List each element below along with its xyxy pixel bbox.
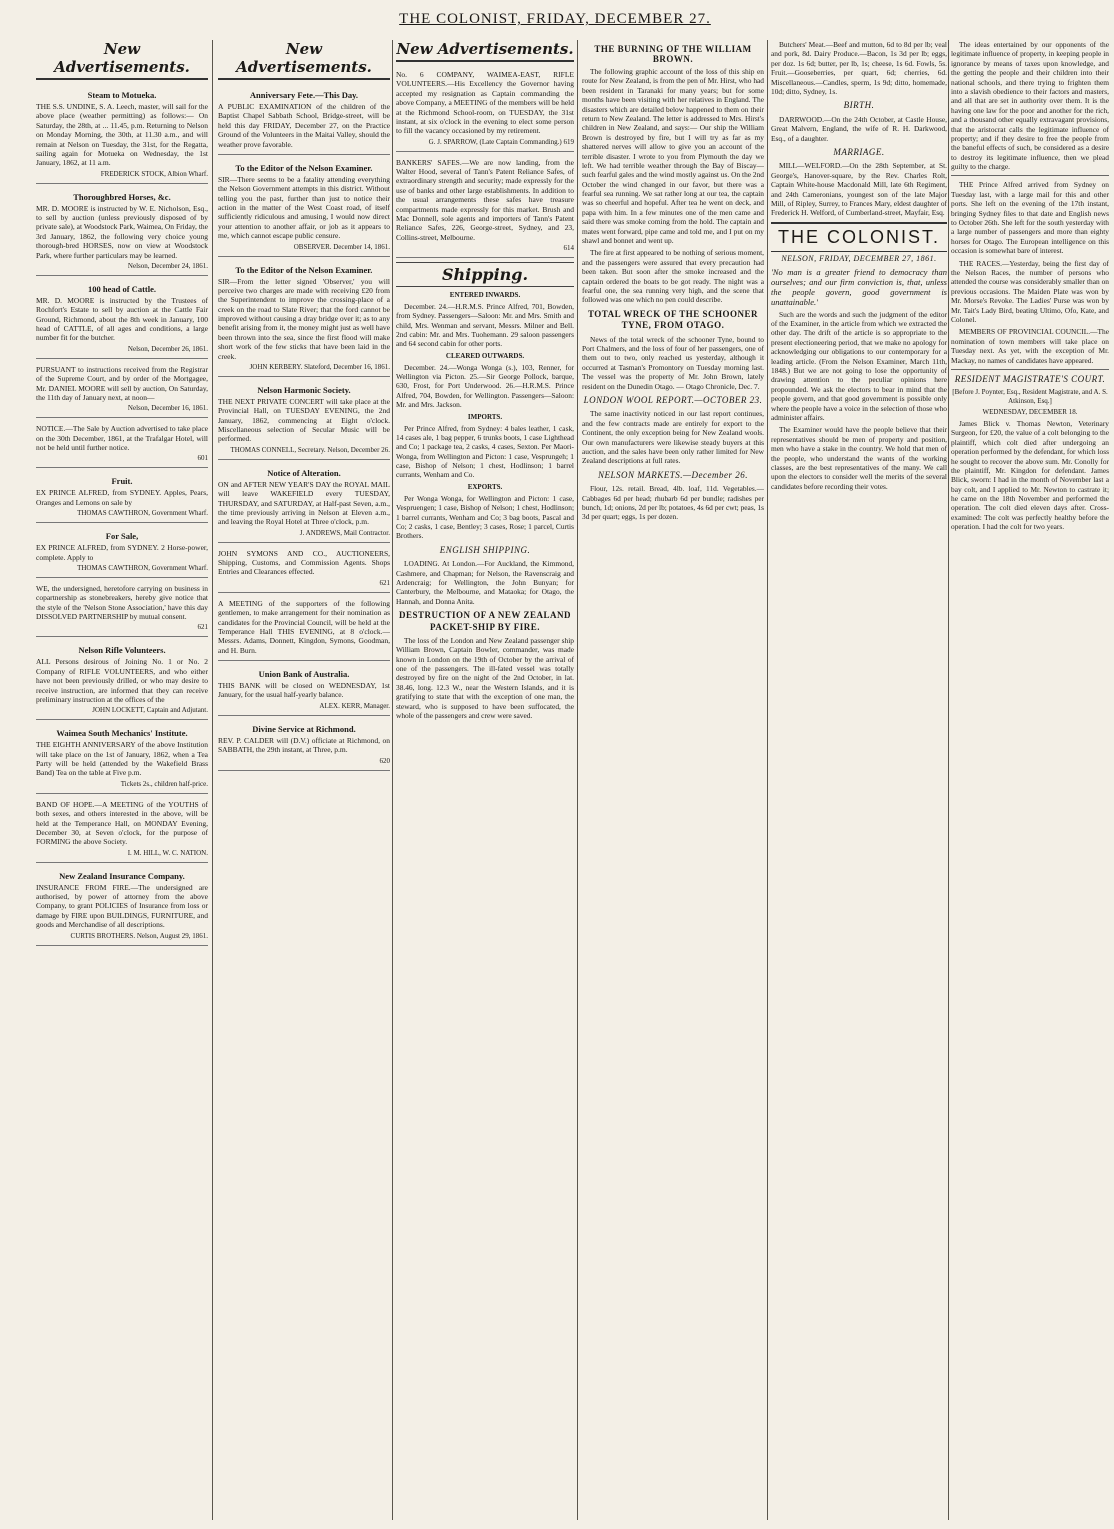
advertisement xyxy=(396,155,574,258)
advertisement xyxy=(218,463,390,543)
section-header: New Advertisements. xyxy=(396,40,574,62)
column-rule xyxy=(577,40,578,1520)
advertisement xyxy=(218,380,390,460)
advertisement xyxy=(36,526,208,578)
ad-title: Nelson Harmonic Society. xyxy=(257,384,351,395)
advertisement xyxy=(218,546,390,593)
ad-signature: ALEX. KERR, Manager. xyxy=(319,701,390,710)
ad-signature: OBSERVER. December 14, 1861. xyxy=(293,242,390,251)
column-1 xyxy=(36,40,208,1520)
ad-signature: JOHN LOCKETT, Captain and Adjutant. xyxy=(92,706,208,715)
ad-text: SIR—From the letter signed 'Observer,' you will perceive two charges are made with receiving £20 from the Superintendent to improve the crossing-place of a creek on the road to Slate River; that the ford cannot be improved without causing a dray bridge over it; as to any benefit arising from it, the money might just as well have been thrown into the sea, since the first flood will make short work of the few sticks that have been laid in the creek. xyxy=(218,276,390,361)
ad-signature: Nelson, December 24, 1861. xyxy=(127,261,208,270)
column-4 xyxy=(582,40,764,1520)
wreck-text: News of the total wreck of the schooner Tyne, bound to Port Chalmers, and the loss of four of her passengers, one of them out to two, only reached us yesterday, although it occurred at Tasman's Promontory on Tuesday morning last. The vessel was the property of Mr. John Brown, lately resident on the Dunedin Otago. — Otago Chronicle, Dec. 7. xyxy=(582,334,764,391)
english-shipping-text: LOADING. At London.—For Auckland, the Kimmond, Cashmere, and Chapman; for Nelson, the Ravenscraig and Ardencraig; for Wellington, the John Bunyan; for Canterbury, the Melbourne, and Mataoka; for Otago, the Hannah, and Donna Anita. xyxy=(396,559,574,606)
ad-text: A PUBLIC EXAMINATION of the children of the Baptist Chapel Sabbath School, Bridge-street, will be held this day FRIDAY, December 27, on the Practice Ground of the Volunteers in the Maitai Valley, should the weather prove favorable. xyxy=(218,102,390,149)
ad-title: Waimea South Mechanics' Institute. xyxy=(56,728,188,739)
masthead-title: THE COLONIST, FRIDAY, DECEMBER 27. xyxy=(399,11,711,27)
ad-text: MR. D. MOORE is instructed by the Trustees of Rochfort's Estate to sell by auction at the Cattle Fair Ground, Richmond, about the 8th week in January, 100 head of CATTLE, of all ages and conditions, a large number fit for the butcher. xyxy=(36,295,208,343)
advertisement xyxy=(218,719,390,771)
ad-text: WE, the undersigned, heretofore carrying on business in copartnership as stonebreakers, hereby give notice that the style of the 'Nelson Stone Association,' have this day DISSOLVED PARTNERSHIP by mutual consent. xyxy=(36,583,208,621)
ad-title: Fruit. xyxy=(111,476,133,487)
section-header: New Advertisements. xyxy=(36,40,208,80)
ad-signature: THOMAS CAWTHRON, Government Wharf. xyxy=(77,509,208,518)
shipping-section-title: CLEARED OUTWARDS. xyxy=(445,351,525,360)
ad-text: THE NEXT PRIVATE CONCERT will take place at the Provincial Hall, on TUESDAY EVENING, the 2nd January, 1862, commencing at Eight o'clock. Miscellaneous selection of Secular Music will be performed. xyxy=(218,396,390,444)
article-body xyxy=(582,67,764,522)
ad-title: Thoroughbred Horses, &c. xyxy=(73,191,171,202)
ad-signature: Nelson, December 26, 1861. xyxy=(127,344,208,353)
birth-text: DARRWOOD.—On the 24th October, at Castle House, Great Malvern, England, the wife of R. H. Darkwood, Esq., of a daughter. xyxy=(771,114,947,143)
advertisement xyxy=(36,866,208,946)
ad-text: PURSUANT to instructions received from the Registrar of the Supreme Court, and by order of the Mortgagee, Mr. DANIEL MOORE will sell by auction, On Saturday, the 11th day of January next, at noon— xyxy=(36,364,208,402)
advertisement xyxy=(36,85,208,184)
column-body xyxy=(951,40,1109,532)
destruction-head: DESTRUCTION OF A NEW ZEALAND PACKET-SHIP BY FIRE. xyxy=(398,610,572,632)
advertisement xyxy=(218,664,390,716)
editorial-paragraph: The Examiner would have the people believe that their representatives should be men of property and position, men who have a stake in the country. We hold that men of the people, who understand the wants of the working classes, are the best representatives of the many. We call upon the electors to consider well the merits of the several candidates before recording their votes. xyxy=(771,425,947,491)
masthead xyxy=(40,10,1070,36)
ad-title: For Sale, xyxy=(105,531,139,542)
ad-text: THIS BANK will be closed on WEDNESDAY, 1st January, for the usual half-yearly balance. xyxy=(218,681,390,700)
advertisement xyxy=(218,85,390,155)
ad-text: BAND OF HOPE.—A MEETING of the YOUTHS of both sexes, and others interested in the above, will be held at the Temperance Hall, on MONDAY Evening, December 30, at Seven o'clock, for the purpose of FORMING the above Society. xyxy=(36,799,208,847)
ad-signature: 621 xyxy=(379,578,390,587)
advertisement xyxy=(36,581,208,638)
ad-signature: CURTIS BROTHERS. Nelson, August 29, 1861. xyxy=(70,931,208,940)
shipping-section xyxy=(396,291,574,720)
news-item: THE Prince Alfred arrived from Sydney on Tuesday last, with a large mail for this and other ports. She left on the evening of the 17th instant, bringing Sydney files to that date and English news to October 26th. She left for the south yesterday with a large number of passengers and more than eighty horses for Otago. The European intelligence on this occasion is somewhat bare of interest. xyxy=(951,180,1109,256)
ad-signature: THOMAS CAWTHRON, Government Wharf. xyxy=(77,563,208,572)
ad-signature: J. ANDREWS, Mail Contractor. xyxy=(299,528,390,537)
advertisement xyxy=(36,640,208,720)
ad-title: Union Bank of Australia. xyxy=(258,669,350,679)
wreck-head: TOTAL WRECK OF THE SCHOONER TYNE, FROM OTAGO. xyxy=(587,308,759,331)
ad-signature: 621 xyxy=(197,623,208,632)
advertisement xyxy=(36,187,208,276)
ad-text: NOTICE.—The Sale by Auction advertised to take place on the 30th December, 1861, at the Trafalgar Hotel, will not be held until further notice. xyxy=(36,424,208,452)
ad-signature: THOMAS CONNELL, Secretary. Nelson, December 26. xyxy=(230,445,390,454)
ad-text: THE S.S. UNDINE, S. A. Leech, master, will sail for the above place (weather permitting) as follows:— On Saturday, the 28th, at ... 11.45, p.m. Returning to Nelson on Monday Morning, the 30th, at 11.30 a.m., and will remain at Nelson on Tuesday, the 31st, for the Regatta, sailing again for Motueka on Wednesday, the 1st January, 1862, at 11 a.m. xyxy=(36,102,208,168)
article-paragraph: The following graphic account of the loss of this ship en route for New Zealand, is from the pen of Mr. Hirst, who had been resident in Taranaki for many years; but for some months have been visiting with her relatives in England. The disasters which are detailed below happened to them on their return to New Zealand. The letter is addressed to Mrs. Hirst's children in New Zealand, and says:— Our ship the William Brown is destroyed by fire, but I will try as far as my shattered nerves will allow to give you an account of the terrible disaster. I wrote to you from Plymouth the day we left. We had terrible weather through the Bay of Biscay—such fearful gales and the wind mostly against us. On the 2nd October the wind changed in our favor, but there was a fearful sea running. We sat rather long at our tea, the captain was so cheerful and hopeful. After tea he went on deck, and papa with him. In a few minutes one of the men came and said there was smoke coming from the hold. The captain and mates went forward, pipe came and told me, and I put on my shawl and bonnet and went up. xyxy=(582,67,764,246)
shipping-section-text: December. 24.—Wonga Wonga (s.), 103, Renner, for Wellington via Picton. 25.—Sir George Pollock, barque, 630, Frost, for Port Underwood. 26.—H.R.M.S. Prince Alfred, 704, Bowden, for Wellington. Passengers—Saloon: Mr. and Mrs. Jackson. xyxy=(396,362,574,410)
wool-report-head: LONDON WOOL REPORT.—OCTOBER 23. xyxy=(583,394,763,405)
ad-signature: 614 xyxy=(563,244,574,252)
column-5 xyxy=(771,40,947,1520)
news-item: THE RACES.—Yesterday, being the first day of the Nelson Races, the number of persons who attended the course was considerably smaller than on previous occasions. The Maiden Plate was won by Mr. Morse's Revoke. The Ladies' Purse was won by Mr. Tait's Lady Bird, beating Ultimo, Ofo, Kate, and Colonel. xyxy=(951,258,1109,324)
ad-signature: JOHN KERBERY. Slateford, December 16, 1861. xyxy=(249,362,390,371)
ad-title: 100 head of Cattle. xyxy=(88,283,156,294)
column-rule xyxy=(767,40,768,1520)
shipping-section-title: EXPORTS. xyxy=(467,482,503,491)
advertisement xyxy=(36,362,208,419)
ad-text: MR. D. MOORE is instructed by W. E. Nicholson, Esq., to sell by auction (unless previously disposed of by private sale), at Woodstock Park, Waimea, On Friday, the 3rd January, 1862, the following very choice young thorough-bred HORSES, now on view at Woodstock Park, where further particulars may be learned. xyxy=(36,203,208,260)
ad-signature: I. M. HILL, W. C. NATION. xyxy=(127,848,208,857)
column-6 xyxy=(951,40,1109,1520)
column-rule xyxy=(392,40,393,1520)
advertisement xyxy=(36,421,208,468)
marriage-head: MARRIAGE. xyxy=(833,146,885,157)
column-body xyxy=(771,40,947,218)
paper-dateline: NELSON, FRIDAY, DECEMBER 27, 1861. xyxy=(781,253,937,263)
column-rule xyxy=(948,40,949,1520)
editorial-paragraph: The ideas entertained by our opponents of the legitimate influence of property, in keeping people in ignorance by means of taxes upon knowledge, and the getting the people and their children into their national schools, and there trying to frighten them into a slavish obedience to their factors and masters, and all that are set in authority over them. It is the having one law for the poor and another for the rich, and a thousand other equally extravagant provisions, that the aristocrat calls the legitimate influence of property; and if they desire to free the people from the baneful effects of such, be considered as a desire to destroy its legitimate influence, then we plead guilty to the charge. xyxy=(951,40,1109,172)
ad-text: JOHN SYMONS AND CO., AUCTIONEERS, Shipping, Customs, and Commission Agents. Shops Entries and Clearances effected. xyxy=(218,548,390,577)
ad-text: A MEETING of the supporters of the following gentlemen, to make arrangement for their nomination as candidates for the Provincial Council, will be held at the Temperance Hall THIS EVENING, at 8 o'clock.— Messrs. Adams, Donnett, Kingdon, Symons, Goodman, and H. Burn. xyxy=(218,598,390,655)
advertisement xyxy=(36,723,208,794)
ad-title: Notice of Alteration. xyxy=(267,467,341,478)
ad-text: ON and AFTER NEW YEAR'S DAY the ROYAL MAIL will leave WAKEFIELD every TUESDAY, THURSDAY, and SATURDAY, at Half-past Seven, a.m., the time previously arriving in Nelson at Eleven a.m., and leaving the Royal Hotel at Three o'clock, p.m. xyxy=(218,479,390,527)
section-header: New Advertisements. xyxy=(218,40,390,80)
court-head: RESIDENT MAGISTRATE'S COURT. xyxy=(954,373,1106,384)
shipping-section-text: Per Wonga Wonga, for Wellington and Picton: 1 case, Vespruengen; 1 case, Bishop of Nelson; 1 chest, Hodlinson; 1 barrel currants, Wenham and Co; 3 bag boots, Pascal and Co; 2 casks, 1 case, Bentley; 3 cases, Rose; 1 parcel, Curtis Brothers. xyxy=(396,493,574,541)
court-sub: [Before J. Poynter, Esq., Resident Magistrate, and A. S. Atkinson, Esq.] xyxy=(952,388,1108,406)
ad-text: THE EIGHTH ANNIVERSARY of the above Institution will take place on the 1st of January, 1862, when a Tea Party will be held (attended by the Wakefield Brass Band) Tea on the table at Five p.m. xyxy=(36,740,208,778)
ad-signature: G. J. SPARROW, (Late Captain Commanding.) 619 xyxy=(428,137,574,146)
shipping-section-title: ENTERED INWARDS. xyxy=(449,291,521,299)
column-rule xyxy=(212,40,213,1520)
ad-text: ALL Persons desirous of Joining No. 1 or No. 2 Company of RIFLE VOLUNTEERS, and who either have not been previously drilled, or who may desire to receive instruction, are informed that they can receive preliminary instruction at the offices of the xyxy=(36,657,208,704)
ad-title: Anniversary Fete.—This Day. xyxy=(249,90,359,100)
destruction-text: The loss of the London and New Zealand passenger ship William Brown, Captain Bowler, commander, was made known in London on the 19th of October by the arrival of one of the passengers. The ill-fated vessel was totally destroyed by fire on the night of the 2nd October, in lat. 38.46, long. 12.3 W., near the Western Islands, and it is gratifying to state that with the exception of one man, the steward, who is supposed to have been suffocated, the whole of the passengers and crew were saved. xyxy=(396,635,574,721)
column-2 xyxy=(218,40,390,1520)
shipping-header: Shipping. xyxy=(396,262,574,287)
ad-text: No. 6 COMPANY, WAIMEA-EAST, RIFLE VOLUNTEERS.—His Excellency the Governor having accepted my resignation as Captain commanding the above Company, a MEETING of the members will be held at the Richmond School-room, on TUESDAY, the 31st instant, at six o'clock in the evening to elect some person to fill the vacancy occasioned by my retirement. xyxy=(396,70,574,136)
ad-title: Steam to Motueka. xyxy=(87,90,157,100)
ad-signature: Nelson, December 16, 1861. xyxy=(127,404,208,413)
advertisement xyxy=(218,596,390,661)
divider xyxy=(951,175,1109,176)
advertisement xyxy=(36,797,208,863)
wool-report-text: The same inactivity noticed in our last report continues, and the few contracts made are entirely for export to the Continent, the only exception being for New Zealand wools. Our own manufacturers were likewise steady buyers at this auction, and the sales have been only rather limited for New Zealand descriptions at full rates. xyxy=(582,409,764,466)
motto-quote: 'No man is a greater friend to democracy than ourselves; and our firm conviction is, that, unless the people govern, good government is unattainable.' xyxy=(771,266,947,307)
ad-title: Nelson Rifle Volunteers. xyxy=(78,645,166,656)
article-head: THE BURNING OF THE WILLIAM BROWN. xyxy=(594,44,752,64)
ad-text: EX PRINCE ALFRED, from SYDNEY. 2 Horse-power, complete. Apply to xyxy=(36,543,208,562)
english-shipping-head: ENGLISH SHIPPING. xyxy=(439,544,531,555)
shipping-section-text: December. 24.—H.R.M.S. Prince Alfred, 701, Bowden, from Sydney. Passengers—Saloon: Mr. and Mrs. Smith and child, Mrs. Wenman and servant, Messrs. Milner and Bell. 2nd cabin: Mr. and Mrs. Tuohemann. 29 saloon passengers and 64 second cabin for other ports. xyxy=(396,301,574,349)
ad-title: To the Editor of the Nelson Examiner. xyxy=(235,264,373,275)
advertisement xyxy=(36,279,208,359)
ad-signature: FREDERICK STOCK, Albion Wharf. xyxy=(100,169,208,178)
shipping-section-title: IMPORTS. xyxy=(467,412,503,421)
markets-head: NELSON MARKETS.—December 26. xyxy=(598,469,748,480)
ad-text: EX PRINCE ALFRED, from SYDNEY. Apples, Pears, Oranges and Lemons on sale by xyxy=(36,488,208,507)
marriage-text: MILL—WELFORD.—On the 28th September, at St. George's, Hanover-square, by the Rev. Charles Rolt, Captain White-house Macdonald Mill, late 6th Regiment, and 24th Cameronians, youngest son of the late Major Mill, of Ripley, Surrey, to Frances Mary, eldest daughter of Frederick H. Welford, of Cumberland-street, Mayfair, Esq. xyxy=(771,161,947,218)
ad-text: INSURANCE FROM FIRE.—The undersigned are authorised, by power of attorney from the above Company, to grant POLICIES of Insurance from loss or damage by FIRE upon BUILDINGS, FURNITURE, and goods and Merchandise of all descriptions. xyxy=(36,882,208,930)
markets-text: Flour, 12s. retail. Bread, 4lb. loaf, 11d. Vegetables.—Cabbages 6d per head; rhubarb 6d per bundle; radishes per bunch, 1d; onions, 2d per lb; potatoes, 4s 6d per cwt; peas, 1s 3d per quart; eggs, 1s per dozen. xyxy=(582,484,764,522)
ad-text: SIR—There seems to be a fatality attending everything the Nelson Government attempts in this district. Without telling you the past, further than just to notice their action in the matter of the West Coast road, of itself sufficiently ridiculous and amusing, I would now direct your attention to another affair, or job as it appears to me, which cannot escape public censure. xyxy=(218,174,390,241)
court-text: James Blick v. Thomas Newton, Veterinary Surgeon, for £20, the value of a colt belonging to the plaintiff, which colt died after undergoing an operation performed by the defendant, for which loss he sought to recover the above sum. Mr. Conolly for the plaintiff, Mr. Kingdon for defendant. James Blick, sworn: I had in the month of November last a bay colt, and I applied to Mr. Newton to castrate it; he came on the 18th November and performed the operation. The colt died eleven days after. Cross-examined: The colt was perfectly healthy before the operation. I had the colt for two years. xyxy=(951,418,1109,532)
birth-head: BIRTH. xyxy=(843,100,875,111)
paper-name: THE COLONIST. xyxy=(771,222,947,252)
ad-title: Divine Service at Richmond. xyxy=(252,723,356,734)
ad-title: To the Editor of the Nelson Examiner. xyxy=(235,162,373,173)
ad-text: BANKERS' SAFES.—We are now landing, from the Walter Hood, several of Tann's Patent Reliance Safes, of extraordinary strength and security; made expressly for the use of banks and other large establishments. In addition to the usual arrangements these safes have treasure compartments made expressly for this market. Brush and Mac Donnell, sole agents and importers of Tann's Patent Reliance Safes, 226, George-street, Sydney, and 23, Collins-street, Melbourne. xyxy=(396,157,574,242)
ad-title: New Zealand Insurance Company. xyxy=(59,870,185,881)
letter xyxy=(218,260,390,377)
ad-signature: 620 xyxy=(379,756,390,765)
markets-continued: Butchers' Meat.—Beef and mutton, 6d to 8d per lb; veal and pork, 8d. Dairy Produce.—Bacon, 1s 3d per lb; eggs, per doz. 1s 6d; butter, per lb, 1s; cheese, 1s 6d. Fowls, 5s. Fruit.—Gooseberries, per quart, 6d; cherries, 6d. Miscellaneous.—Candles, sperm, 1s 9d; ditto, homemade, 10d; ditto, Sydney, 1s. xyxy=(771,40,947,96)
advertisement xyxy=(36,471,208,523)
shipping-section-text: Per Prince Alfred, from Sydney: 4 bales leather, 1 cask, 14 cases ale, 1 bag pepper, 6 trunks boots, 1 case Lighthead and Co; 1 package tea, 2 casks, 4 cases, Sexton. Per Maori-Wonga, from Wellington and Picton: 1 case, Vesprungeh; 1 case, Bishop of Nelson; 1 chest, Hodlinson; 1 barrel currants, Wenham and Co. xyxy=(396,423,574,480)
ad-signature: 601 xyxy=(197,454,208,463)
ad-text: REV. P. CALDER will (D.V.) officiate at Richmond, on SABBATH, the 29th instant, at Three, p.m. xyxy=(218,735,390,755)
advertisement xyxy=(396,67,574,152)
article-paragraph: The fire at first appeared to be nothing of serious moment, and the passengers were assured that every precaution had been taken. But soon after the smoke increased and the captain ordered the boats to be got ready. The night was a fearful one, the sea running very high, and the scene that followed was one which no pen could describe. xyxy=(582,248,764,305)
news-item: MEMBERS OF PROVINCIAL COUNCIL.—The nomination of town members will take place on Tuesday next. As yet, with the exception of Mr. Mackay, no names of candidates have appeared. xyxy=(951,327,1109,365)
editorial-paragraph: Such are the words and such the judgment of the editor of the Examiner, in the article from which we extracted the other day. The drift of the article is so appropriate to the present electioneering period, that we make no apology for acknowledging our obligations to our contemporary for a leading article. (From the Nelson Examiner, March 11th, 1848.) But we are not going to lose the opportunity of drawing attention to the peculiar opinions here propounded. We ask the electors to bear in mind that the people govern, and that good government is possible only where the people have a voice in the selection of those who administer affairs. xyxy=(771,309,947,422)
column-3 xyxy=(396,40,574,1520)
editorial xyxy=(771,310,947,491)
letter xyxy=(218,158,390,257)
court-date: WEDNESDAY, DECEMBER 18. xyxy=(982,408,1078,417)
divider xyxy=(951,369,1109,370)
ad-signature: Tickets 2s., children half-price. xyxy=(120,779,208,788)
